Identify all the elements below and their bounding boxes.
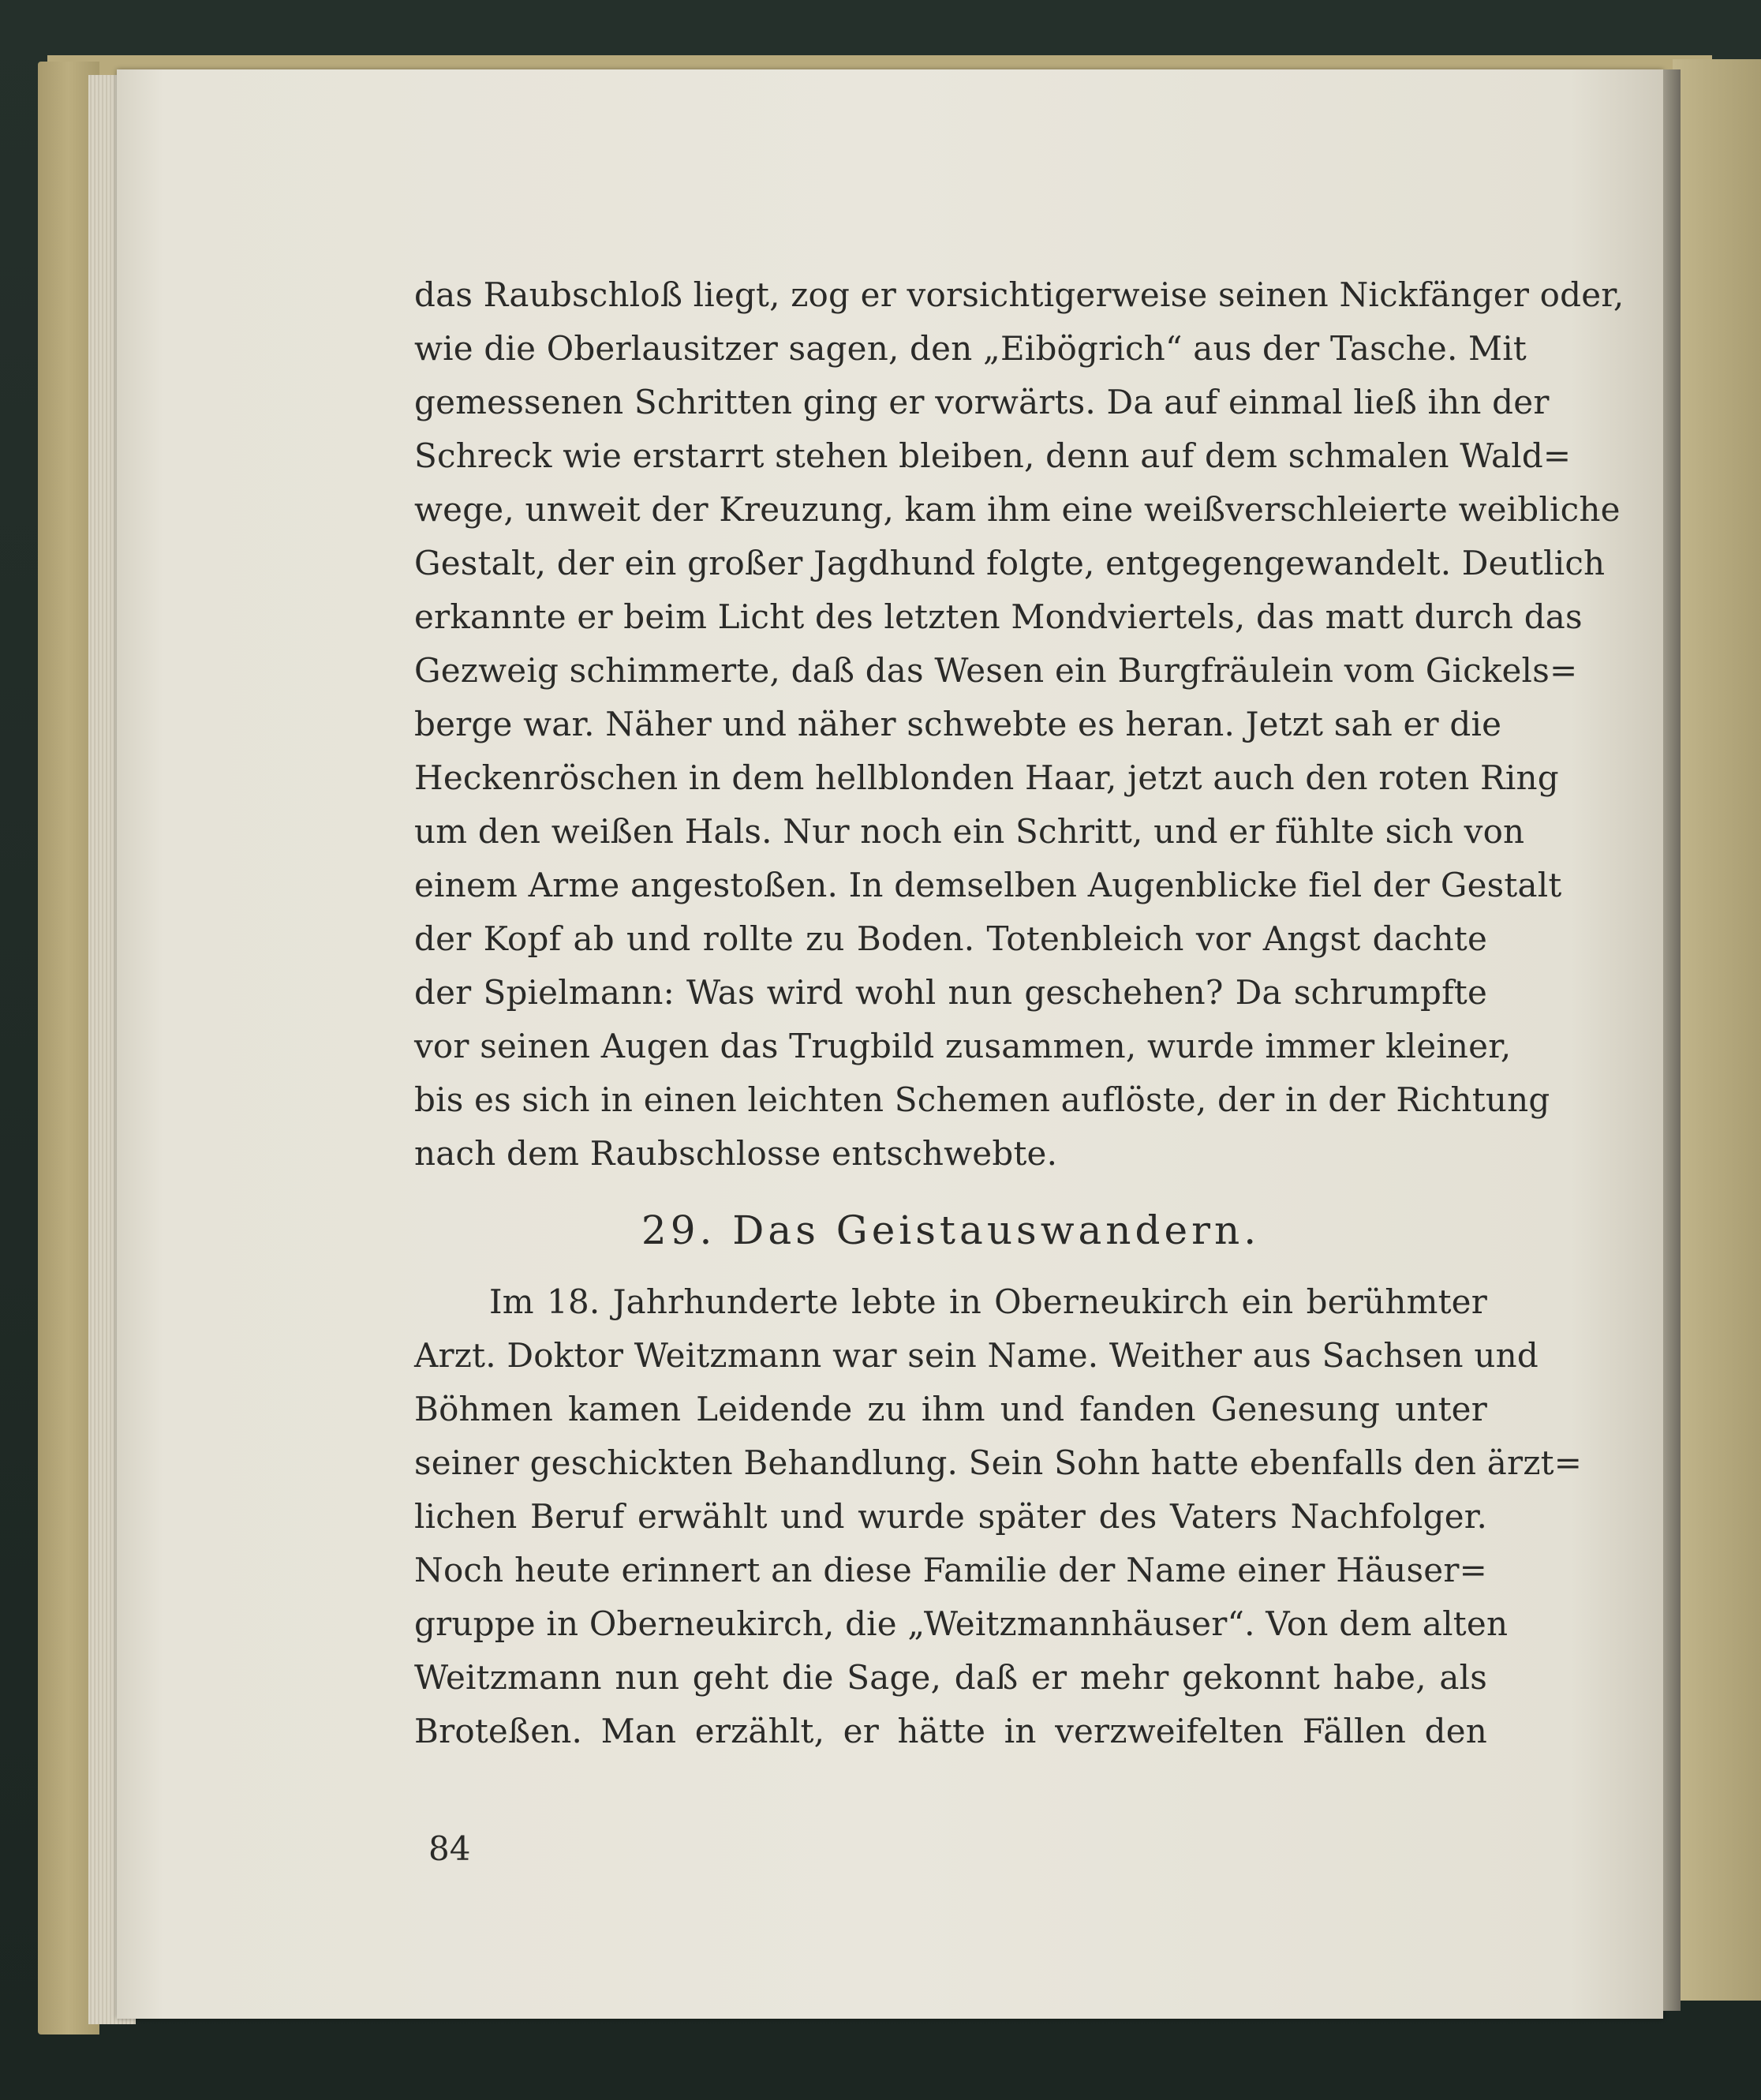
text-line: gemessenen Schritten ging er vorwärts. Da auf einmal ließ ihn der [414, 383, 1550, 421]
text-line: um den weißen Hals. Nur noch ein Schritt, und er fühlte sich von [414, 812, 1525, 851]
page-number: 84 [428, 1829, 471, 1868]
section-heading: 29. Das Geistauswandern. [641, 1207, 1261, 1253]
paragraph-2 [414, 1275, 1583, 1758]
text-line: der Spielmann: Was wird wohl nun geschehen? Da schrumpfte [414, 973, 1487, 1012]
paragraph-1 [414, 268, 1625, 1181]
text-line: Böhmen kamen Leidende zu ihm und fanden Genesung unter [414, 1390, 1487, 1428]
page-gutter [1663, 69, 1681, 2011]
text-line: wie die Oberlausitzer sagen, den „Eibögrich“ aus der Tasche. Mit [414, 329, 1527, 368]
text-line: lichen Beruf erwählt und wurde später des Vaters Nachfolger. [414, 1497, 1487, 1536]
text-line: Gezweig schimmerte, daß das Wesen ein Burgfräulein vom Gickels= [414, 651, 1578, 690]
page-text [414, 268, 1625, 1758]
text-line: vor seinen Augen das Trugbild zusammen, wurde immer kleiner, [414, 1027, 1512, 1065]
text-line: Schreck wie erstarrt stehen bleiben, denn auf dem schmalen Wald= [414, 436, 1572, 475]
text-line: das Raubschloß liegt, zog er vorsichtigerweise seinen Nickfänger oder, [414, 275, 1625, 314]
text-line: Im 18. Jahrhunderte lebte in Oberneukirch ein berühmter [489, 1282, 1487, 1321]
text-line: Weitzmann nun geht die Sage, daß er mehr gekonnt habe, als [414, 1658, 1487, 1697]
text-line: der Kopf ab und rollte zu Boden. Totenbleich vor Angst dachte [414, 919, 1487, 958]
text-line: Gestalt, der ein großer Jagdhund folgte, entgegengewandelt. Deutlich [414, 544, 1606, 582]
text-line: wege, unweit der Kreuzung, kam ihm eine weißverschleierte weibliche [414, 490, 1621, 529]
text-line: Broteßen. Man erzählt, er hätte in verzweifelten Fällen den [414, 1712, 1487, 1750]
text-line: erkannte er beim Licht des letzten Mondviertels, das matt durch das [414, 597, 1583, 636]
text-line: Arzt. Doktor Weitzmann war sein Name. Weither aus Sachsen und [414, 1336, 1539, 1375]
text-line: seiner geschickten Behandlung. Sein Sohn hatte ebenfalls den ärzt= [414, 1443, 1583, 1482]
text-line: gruppe in Oberneukirch, die „Weitzmannhäuser“. Von dem alten [414, 1604, 1509, 1643]
text-line: bis es sich in einen leichten Schemen auflöste, der in der Richtung [414, 1080, 1550, 1119]
text-line: Heckenröschen in dem hellblonden Haar, jetzt auch den roten Ring [414, 758, 1559, 797]
text-line: berge war. Näher und näher schwebte es heran. Jetzt sah er die [414, 705, 1502, 743]
text-line: einem Arme angestoßen. In demselben Augenblicke fiel der Gestalt [414, 866, 1562, 904]
book-cover-right [1673, 59, 1761, 2001]
text-line: Noch heute erinnert an diese Familie der Name einer Häuser= [414, 1551, 1487, 1589]
text-line: nach dem Raubschlosse entschwebte. [414, 1134, 1058, 1173]
